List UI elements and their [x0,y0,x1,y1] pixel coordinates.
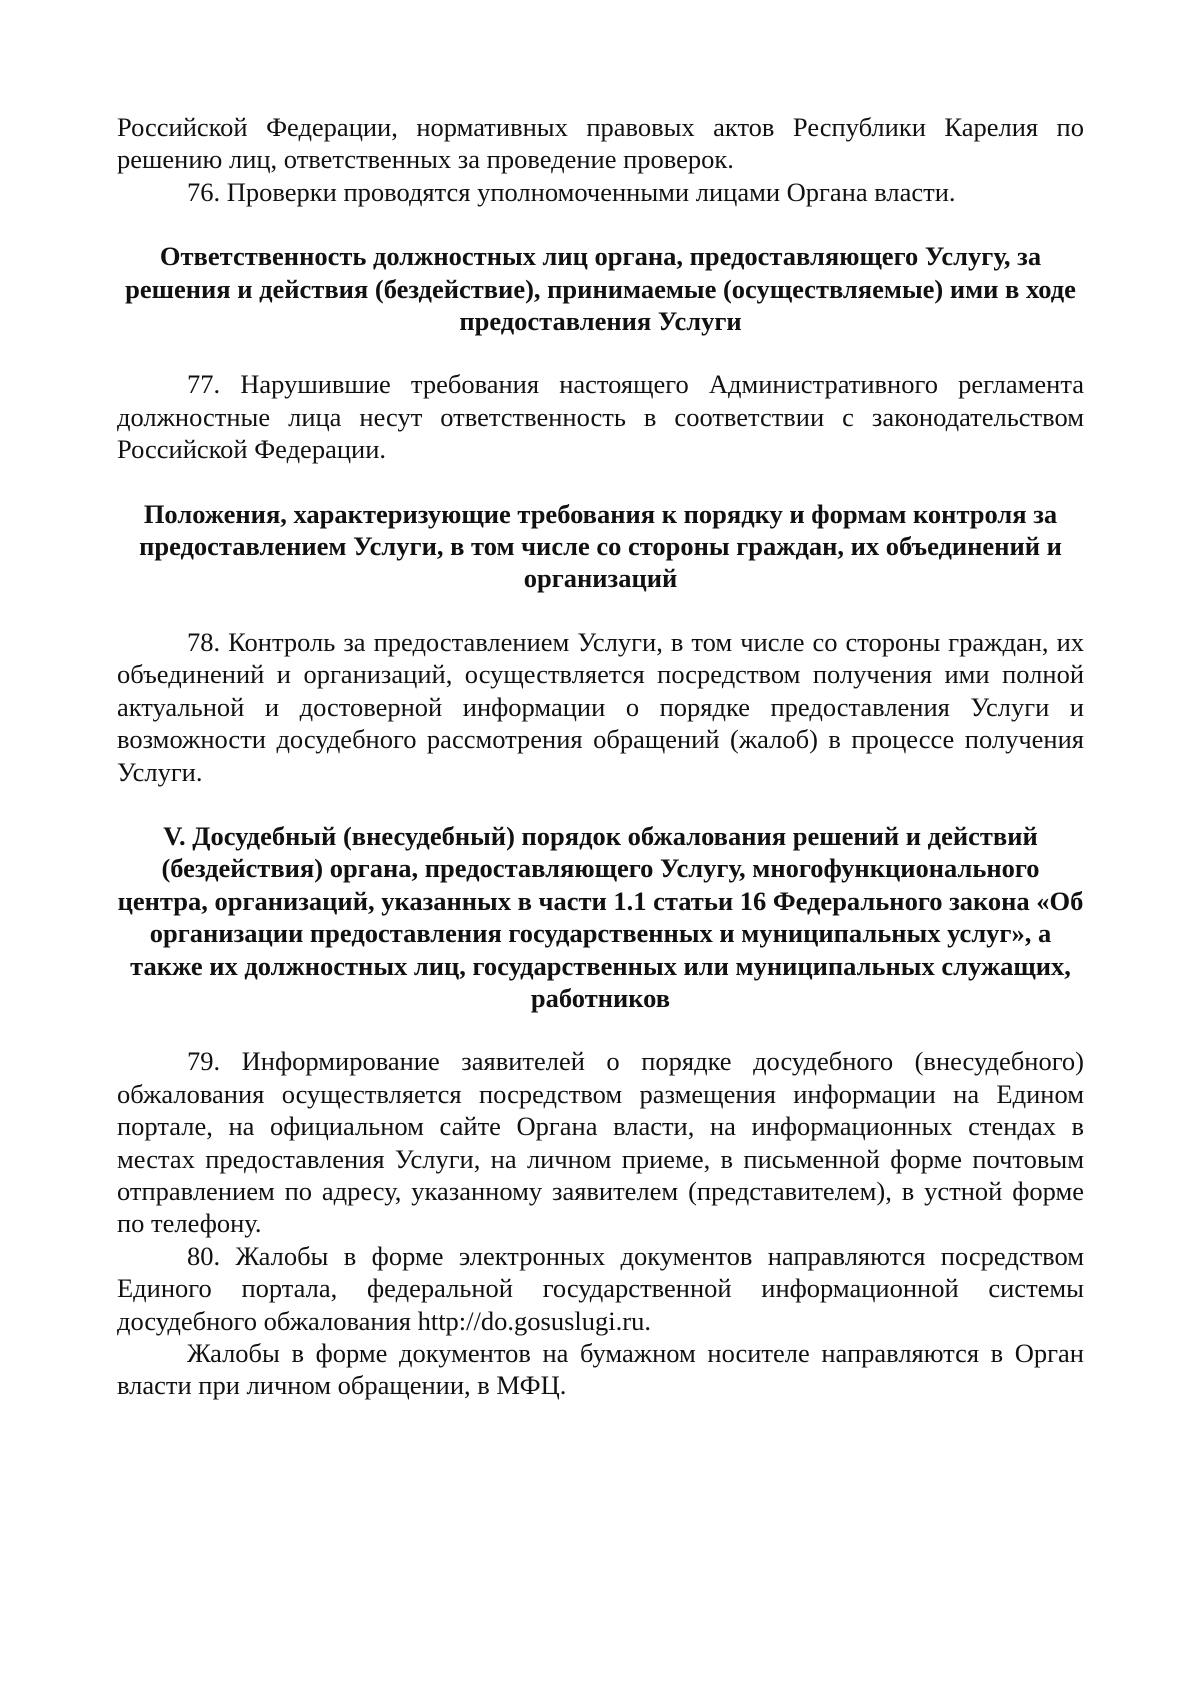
paragraph-80: 80. Жалобы в форме электронных документов направляются посредством Единого портала, федеральной государственной информационной системы досудебного обжалования http://do.gosuslugi.ru. [117,1240,1084,1336]
paragraph-paper-complaints: Жалобы в форме документов на бумажном носителе направляются в Орган власти при личном обращении, в МФЦ. [117,1338,1084,1401]
paragraph-78: 78. Контроль за предоставлением Услуги, в том числе со стороны граждан, их объединений и организаций, осуществляется посредством получения ими полной актуальной и достоверной информации о порядке предоставления Услуги и возможности досудебного рассмотрения обращений (жалоб) в процессе получения Услуги. [117,626,1084,787]
document-page [117,111,1084,1402]
paragraph-77: 77. Нарушившие требования настоящего Административного регламента должностные лица несут ответственность в соответствии с законодательством Российской Федерации. [117,369,1084,465]
paragraph-continuation: Российской Федерации, нормативных правовых актов Республики Карелия по решению лиц, ответственных за проведение проверок. [117,112,1084,175]
paragraph-79: 79. Информирование заявителей о порядке досудебного (внесудебного) обжалования осуществляется посредством размещения информации на Едином портале, на официальном сайте Органа власти, на информационных стендах в местах предоставления Услуги, на личном приеме, в письменной форме почтовым отправлением по адресу, указанному заявителем (представителем), в устной форме по телефону. [117,1046,1084,1239]
paragraph-76: 76. Проверки проводятся уполномоченными лицами Органа власти. [187,176,956,207]
section-heading-responsibility: Ответственность должностных лиц органа, предоставляющего Услугу, за решения и действия (бездействие), принимаемые (осуществляемые) ими в ходе предоставления Услуги [125,241,1076,337]
section-heading-v-pretrial-appeal: V. Досудебный (внесудебный) порядок обжалования решений и действий (бездействия) органа, предоставляющего Услугу, многофункционального центра, организаций, указанных в части 1.1 статьи 16 Федерального закона «Об организации предоставления государственных и муниципальных услуг», а также их должностных лиц, государственных или муниципальных служащих, работников [117,820,1084,1013]
section-heading-control-provisions: Положения, характеризующие требования к порядку и формам контроля за предоставлением Услуги, в том числе со стороны граждан, их объединений и организаций [139,498,1062,594]
